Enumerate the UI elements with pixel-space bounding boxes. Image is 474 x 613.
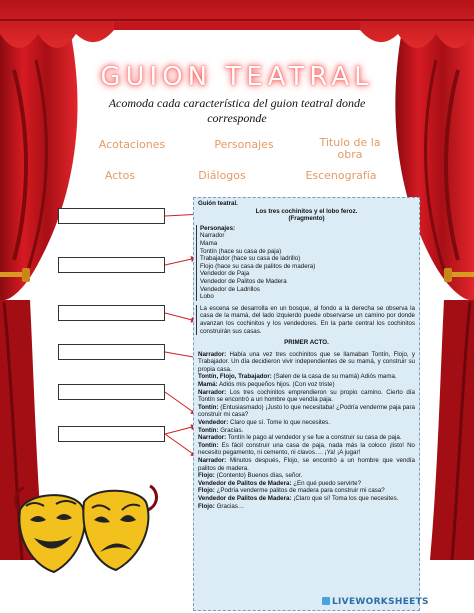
dialogue-line: Vendedor: Claro que sí. Tome lo que necesites. bbox=[198, 419, 330, 427]
character-item: Mama bbox=[200, 239, 218, 247]
word-option-acotaciones[interactable]: Acotaciones bbox=[98, 138, 166, 151]
scenery-text: La escena se desarrolla en un bosque, al fondo a la derecha se observa la casa de la mamá, del lado izquierdo puede observarse un camino por donde avanzan los cochinitos y los vendedores. En la parte central los cochinitos construirán sus casas. bbox=[200, 304, 415, 335]
dialogue-line: Tontín, Flojo, Trabajador: (Salen de la casa de su mamá) Adiós mama. bbox=[198, 373, 397, 381]
dialogue-line: Tontín: (Entusiasmado) ¡Justo lo que necesitaba! ¿Podría venderme paja para construir mi casa? bbox=[198, 403, 415, 419]
characters-list bbox=[196, 225, 415, 301]
character-item: Vendedor de Paja bbox=[200, 270, 250, 278]
character-item: Trabajador (hace su casa de ladrillo) bbox=[200, 255, 301, 263]
scenery-block bbox=[196, 305, 415, 335]
instructions: Acomoda cada característica del guion teatral donde corresponde bbox=[108, 96, 366, 125]
answer-box-2[interactable] bbox=[58, 257, 165, 273]
word-option-titulo[interactable]: Titulo de la obra bbox=[319, 136, 381, 161]
character-item: Flojo (hace su casa de palitos de madera) bbox=[200, 262, 316, 270]
character-item: Narrador bbox=[200, 232, 225, 240]
dialogue-line: Narrador: Tontín le pago al vendedor y se fue a construir su casa de paja. bbox=[198, 434, 402, 442]
script-panel bbox=[193, 197, 420, 611]
characters-label: Personajes: bbox=[200, 224, 236, 232]
word-option-actos[interactable]: Actos bbox=[104, 169, 136, 182]
script-play-title: Los tres cochinitos y el lobo feroz. bbox=[255, 207, 358, 215]
watermark: LIVEWORKSHEETS bbox=[322, 597, 429, 607]
word-option-dialogos[interactable]: Diálogos bbox=[198, 169, 246, 182]
word-option-escenografia[interactable]: Escenografía bbox=[305, 169, 377, 182]
answer-box-6[interactable] bbox=[58, 426, 165, 442]
dialogue-line: Tontín: Gracias. bbox=[198, 426, 244, 434]
word-option-personajes[interactable]: Personajes bbox=[214, 138, 274, 151]
answer-box-5[interactable] bbox=[58, 384, 165, 400]
dialogue-line: Tontín: Es fácil construir una casa de paja, nada más la coloco ¡listo! No necesito pegamento, ni cemento, ni clavos…. ¡Ya! ¡A jugar! bbox=[198, 441, 415, 457]
dialogue-line: Flojo: ¿Podría venderme palitos de madera para construir mi casa? bbox=[198, 487, 385, 495]
dialogue-line: Mamá: Adiós mis pequeños hijos. (Con voz triste) bbox=[198, 381, 335, 389]
dialogue-line: Narrador: Los tres cochinitos emprendieron su propio camino. Cierto día Tontín se encontró a un hombre que vendía paja. bbox=[198, 388, 415, 404]
script-heading: Guión teatral. bbox=[198, 200, 238, 207]
dialogue-line: Vendedor de Palitos de Madera: ¡Claro que sí! Toma los que necesites. bbox=[198, 494, 399, 502]
dialogue-line: Vendedor de Palitos de Madera: ¿En qué puedo servirte? bbox=[198, 479, 362, 487]
dialogue-block bbox=[198, 351, 415, 510]
answer-box-1[interactable] bbox=[58, 208, 165, 224]
answer-box-4[interactable] bbox=[58, 344, 165, 360]
character-item: Vendedor de Palitos de Madera bbox=[200, 277, 287, 285]
script-fragment: (Fragmento) bbox=[288, 215, 325, 223]
liveworksheets-logo-icon bbox=[322, 597, 330, 605]
dialogue-line: Narrador: Minutos después, Flojo, se encontró a un hombre que vendía palitos de madera. bbox=[198, 457, 415, 472]
theatre-masks-icon bbox=[10, 480, 160, 590]
act-heading: PRIMER ACTO. bbox=[284, 339, 329, 347]
character-item: Vendedor de Ladrillos bbox=[200, 285, 260, 293]
answer-box-3[interactable] bbox=[58, 305, 165, 321]
character-item: Lobo bbox=[200, 293, 214, 301]
character-item: Tontín (hace su casa de paja) bbox=[200, 247, 282, 255]
dialogue-line: Flojo: Gracias… bbox=[198, 502, 245, 510]
dialogue-line: Flojo: (Contento) Buenos días, señor. bbox=[198, 472, 303, 480]
dialogue-line: Narrador: Había una vez tres cochinitos que se llamaban Tontín, Flojo, y Trabajador. Un día decidieron vivir independientes de su mamá, y construir su propia casa. bbox=[198, 350, 415, 373]
page-title: GUION TEATRAL bbox=[100, 62, 374, 92]
